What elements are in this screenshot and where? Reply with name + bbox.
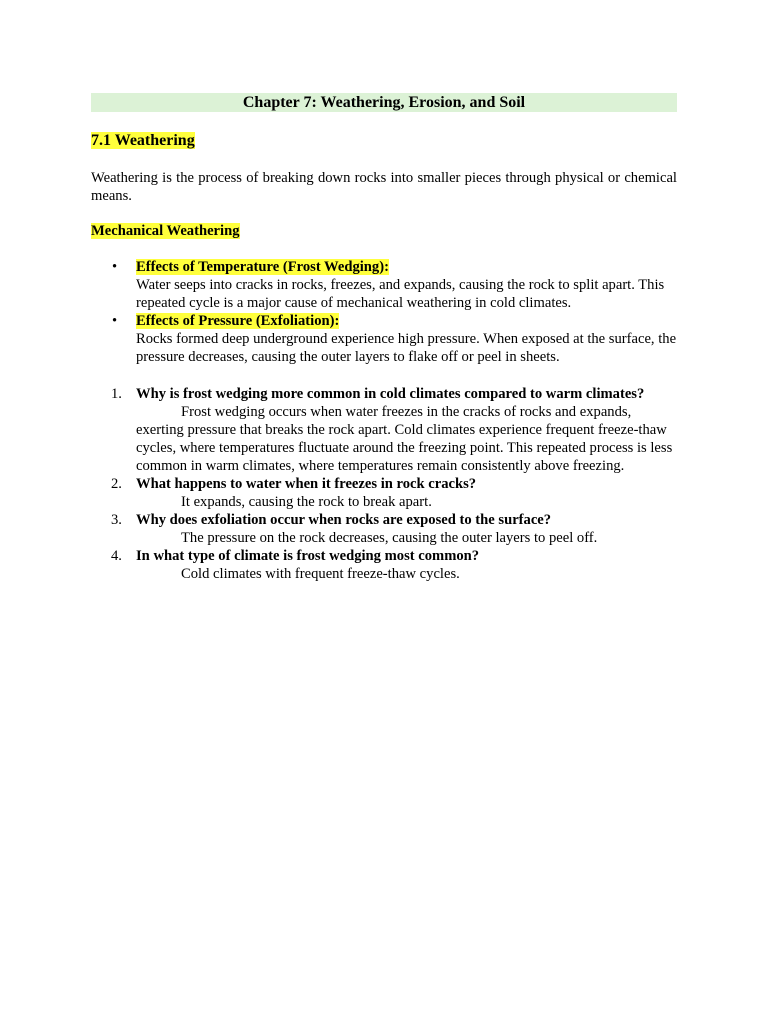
bullet-title-text: Effects of Temperature (Frost Wedging): <box>136 259 389 275</box>
bullet-title-text: Effects of Pressure (Exfoliation): <box>136 313 340 329</box>
section-heading <box>91 131 677 151</box>
bullet-title <box>136 312 677 330</box>
question-text: In what type of climate is frost wedging most common? <box>136 548 480 564</box>
question-text: Why is frost wedging more common in cold climates compared to warm climates? <box>136 386 645 402</box>
bullet-list <box>91 258 677 366</box>
question-text: What happens to water when it freezes in rock cracks? <box>136 476 477 492</box>
answer-text: It expands, causing the rock to break apart. <box>181 494 432 510</box>
question-number: 3. <box>111 512 122 528</box>
question-item <box>91 547 677 583</box>
subheading-text: Mechanical Weathering <box>91 223 240 239</box>
bullet-item <box>91 312 677 366</box>
question-number: 1. <box>111 386 122 402</box>
question-item <box>91 511 677 547</box>
question-number: 2. <box>111 476 122 492</box>
question-text: Why does exfoliation occur when rocks are exposed to the surface? <box>136 512 552 528</box>
document-body <box>91 93 677 583</box>
bullet-text: Rocks formed deep underground experience high pressure. When exposed at the surface, the pressure decreases, causing the outer layers to flake off or peel in sheets. <box>136 331 677 365</box>
question-item <box>91 475 677 511</box>
subheading-mechanical-weathering <box>91 222 677 240</box>
intro-paragraph: Weathering is the process of breaking down rocks into smaller pieces through physical or chemical means. <box>91 170 677 204</box>
bullet-text: Water seeps into cracks in rocks, freezes, and expands, causing the rock to split apart. This repeated cycle is a major cause of mechanical weathering in cold climates. <box>136 277 665 311</box>
answer-text: The pressure on the rock decreases, causing the outer layers to peel off. <box>181 530 598 546</box>
answer-text: Frost wedging occurs when water freezes in the cracks of rocks and expands, exerting pressure that breaks the rock apart. Cold climates experience frequent freeze-thaw cycles, where temperatures fluctuate around the freezing point. This repeated process is less common in warm climates, where temperatures remain consistently above freezing. <box>136 404 673 474</box>
bullet-item <box>91 258 677 312</box>
question-item <box>91 385 677 475</box>
chapter-title: Chapter 7: Weathering, Erosion, and Soil <box>91 93 677 112</box>
bullet-marker: • <box>112 259 118 275</box>
question-number: 4. <box>111 548 122 564</box>
bullet-marker: • <box>112 313 118 329</box>
question-list <box>91 385 677 583</box>
answer-text: Cold climates with frequent freeze-thaw cycles. <box>181 566 460 582</box>
section-heading-text: 7.1 Weathering <box>91 132 195 149</box>
bullet-title <box>136 258 677 276</box>
